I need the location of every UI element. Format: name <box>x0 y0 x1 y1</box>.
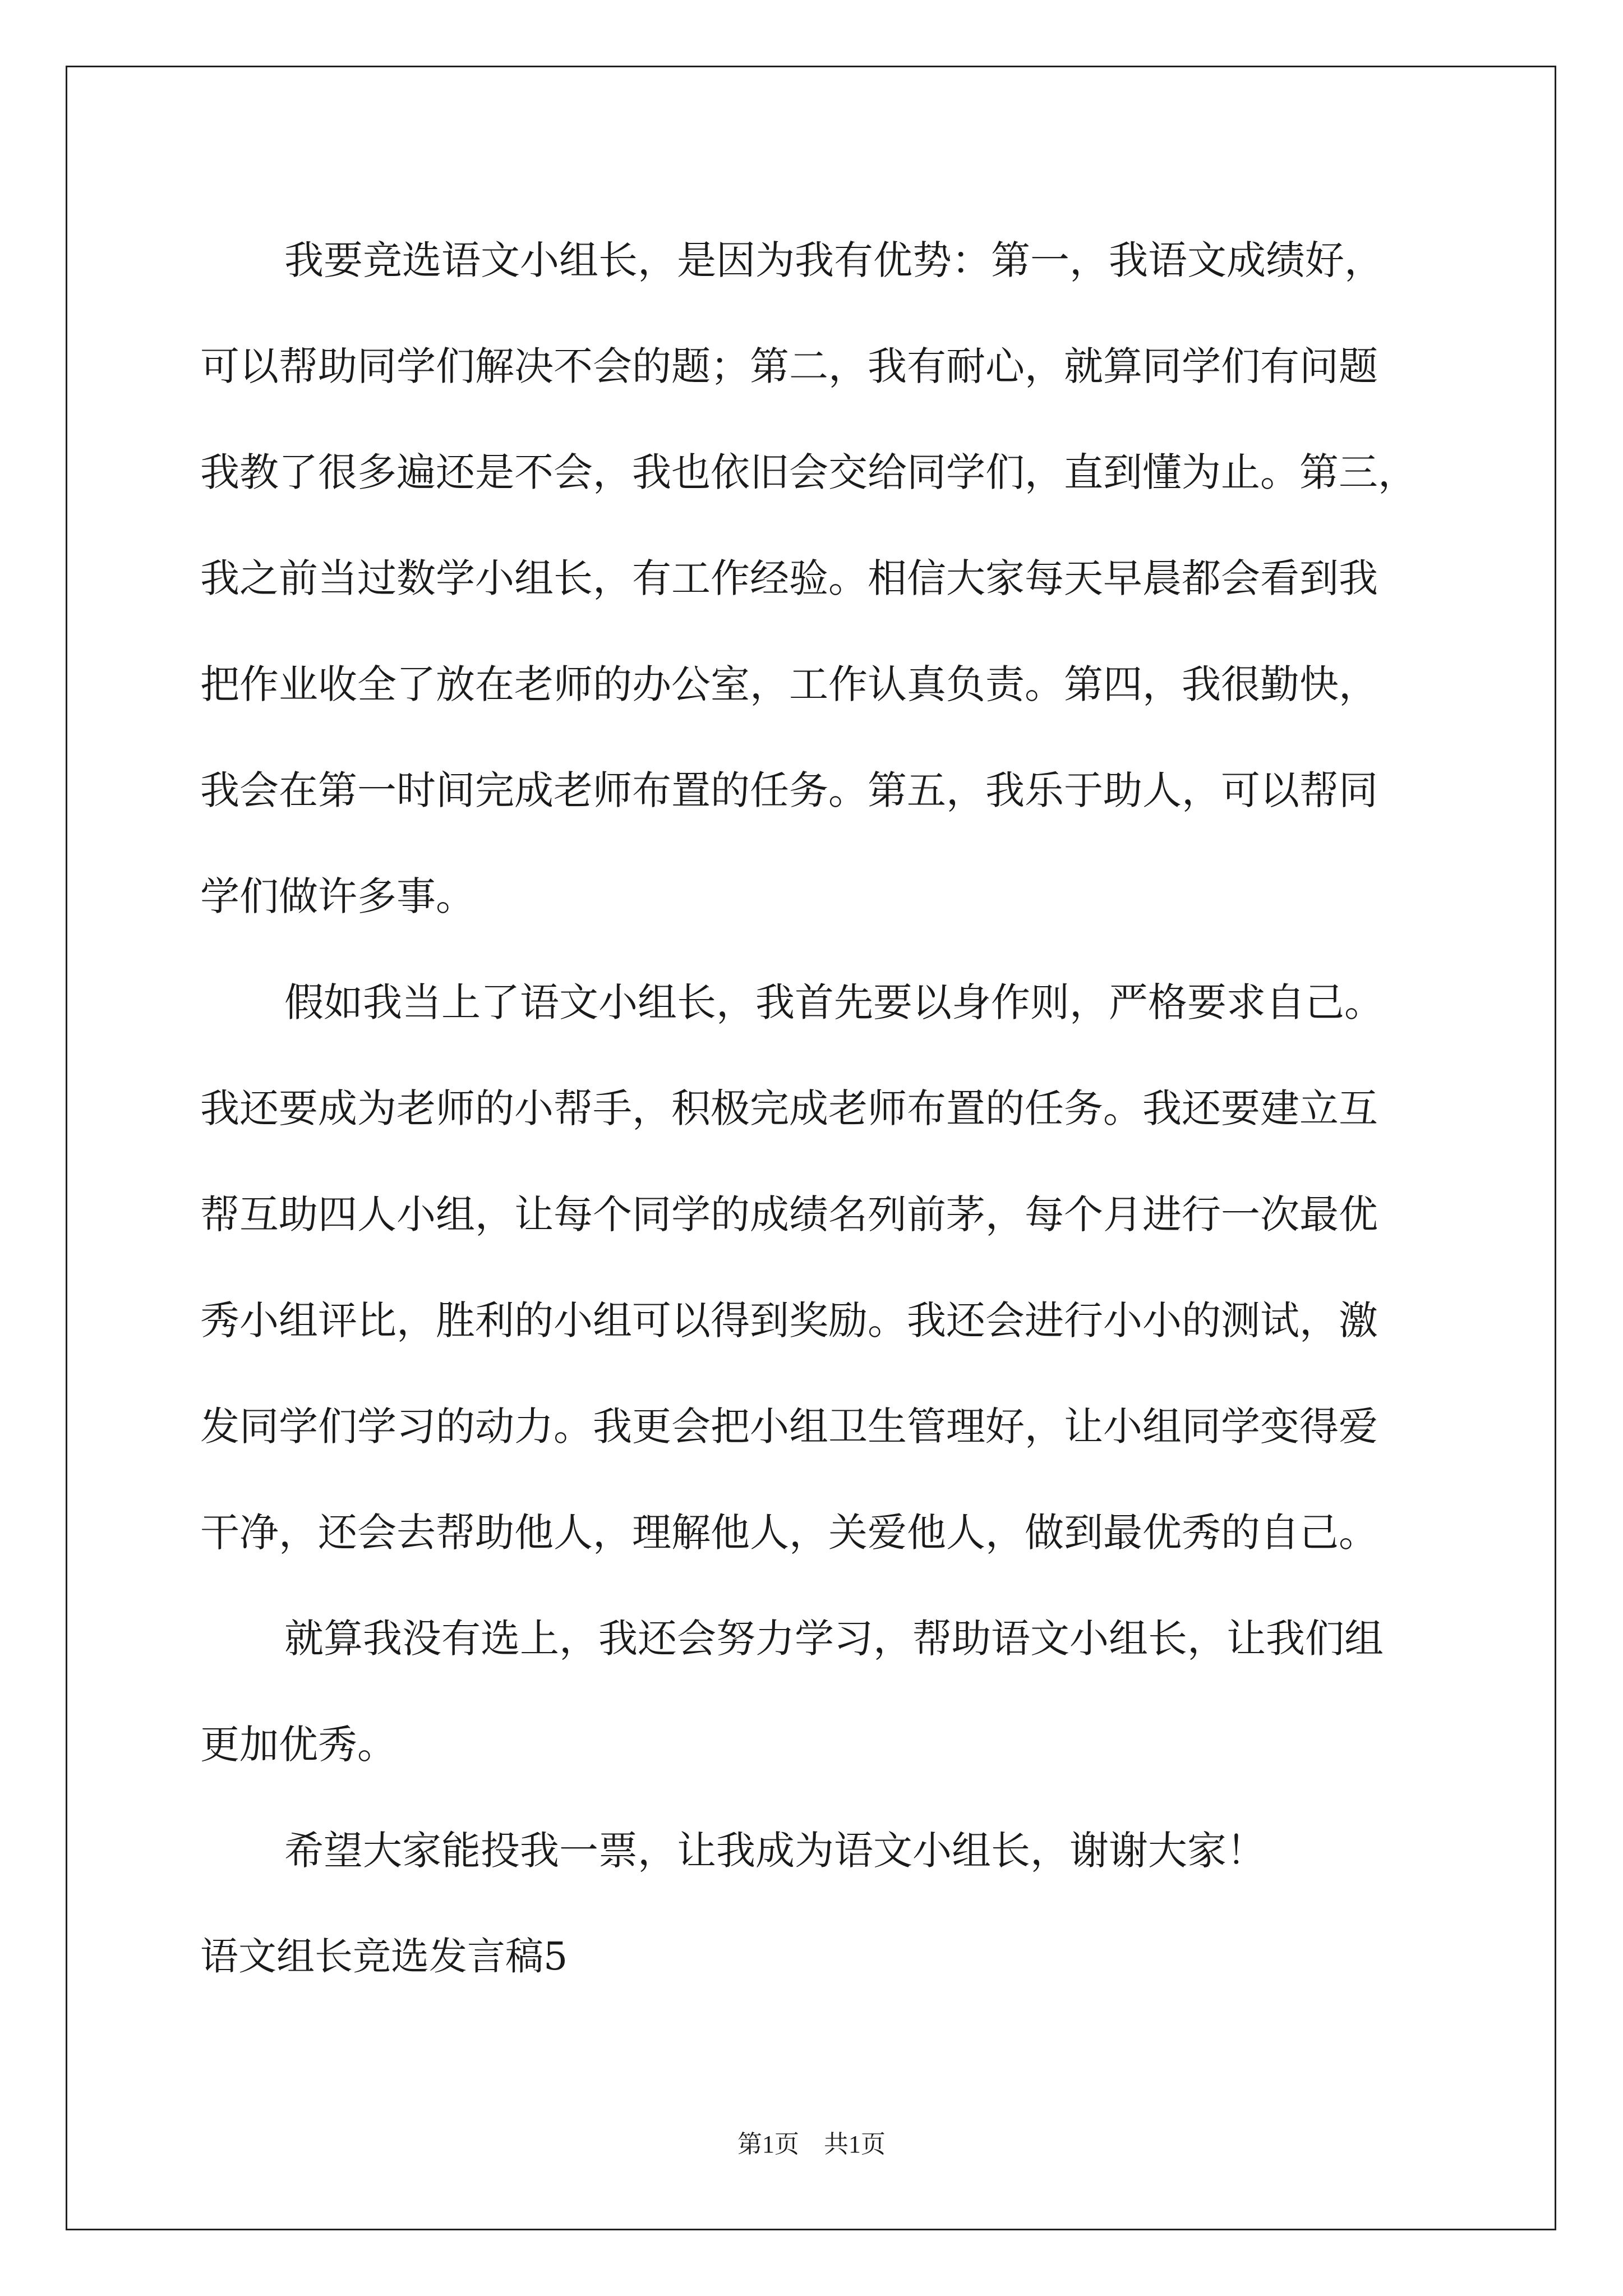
paragraph-1-line-7: 学们做许多事。 <box>200 873 475 919</box>
section-heading: 语文组长竞选发言稿5 <box>200 1935 568 1979</box>
paragraph-2-line-2: 我还要成为老师的小帮手，积极完成老师布置的任务。我还要建立互 <box>200 1085 1378 1131</box>
paragraph-2-line-3: 帮互助四人小组，让每个同学的成绩名列前茅，每个月进行一次最优 <box>200 1191 1378 1237</box>
paragraph-1-line-3: 我教了很多遍还是不会，我也依旧会交给同学们，直到懂为止。第三， <box>200 449 1417 495</box>
paragraph-1-line-6: 我会在第一时间完成老师布置的任务。第五，我乐于助人，可以帮同 <box>200 767 1378 813</box>
document-body <box>200 208 1428 2010</box>
paragraph-1-line-2: 可以帮助同学们解决不会的题；第二，我有耐心，就算同学们有问题 <box>200 343 1378 389</box>
paragraph-3-line-1: 就算我没有选上，我还会努力学习，帮助语文小组长，让我们组 <box>284 1616 1384 1662</box>
paragraph-4-line-1: 希望大家能投我一票，让我成为语文小组长，谢谢大家！ <box>284 1828 1266 1874</box>
page-footer: 第1页 共1页 <box>737 2131 886 2158</box>
paragraph-1-line-5: 把作业收全了放在老师的办公室，工作认真负责。第四，我很勤快， <box>200 661 1378 707</box>
paragraph-3-line-2: 更加优秀。 <box>200 1722 396 1768</box>
paragraph-2-line-5: 发同学们学习的动力。我更会把小组卫生管理好，让小组同学变得爱 <box>200 1404 1378 1450</box>
paragraph-2-line-6: 干净，还会去帮助他人，理解他人，关爱他人，做到最优秀的自己。 <box>200 1510 1378 1556</box>
paragraph-1-line-4: 我之前当过数学小组长，有工作经验。相信大家每天早晨都会看到我 <box>200 555 1378 601</box>
paragraph-2-line-4: 秀小组评比，胜利的小组可以得到奖励。我还会进行小小的测试，激 <box>200 1297 1378 1343</box>
paragraph-2-line-1: 假如我当上了语文小组长，我首先要以身作则，严格要求自己。 <box>284 979 1384 1025</box>
paragraph-1-line-1: 我要竞选语文小组长，是因为我有优势：第一，我语文成绩好， <box>284 237 1384 283</box>
